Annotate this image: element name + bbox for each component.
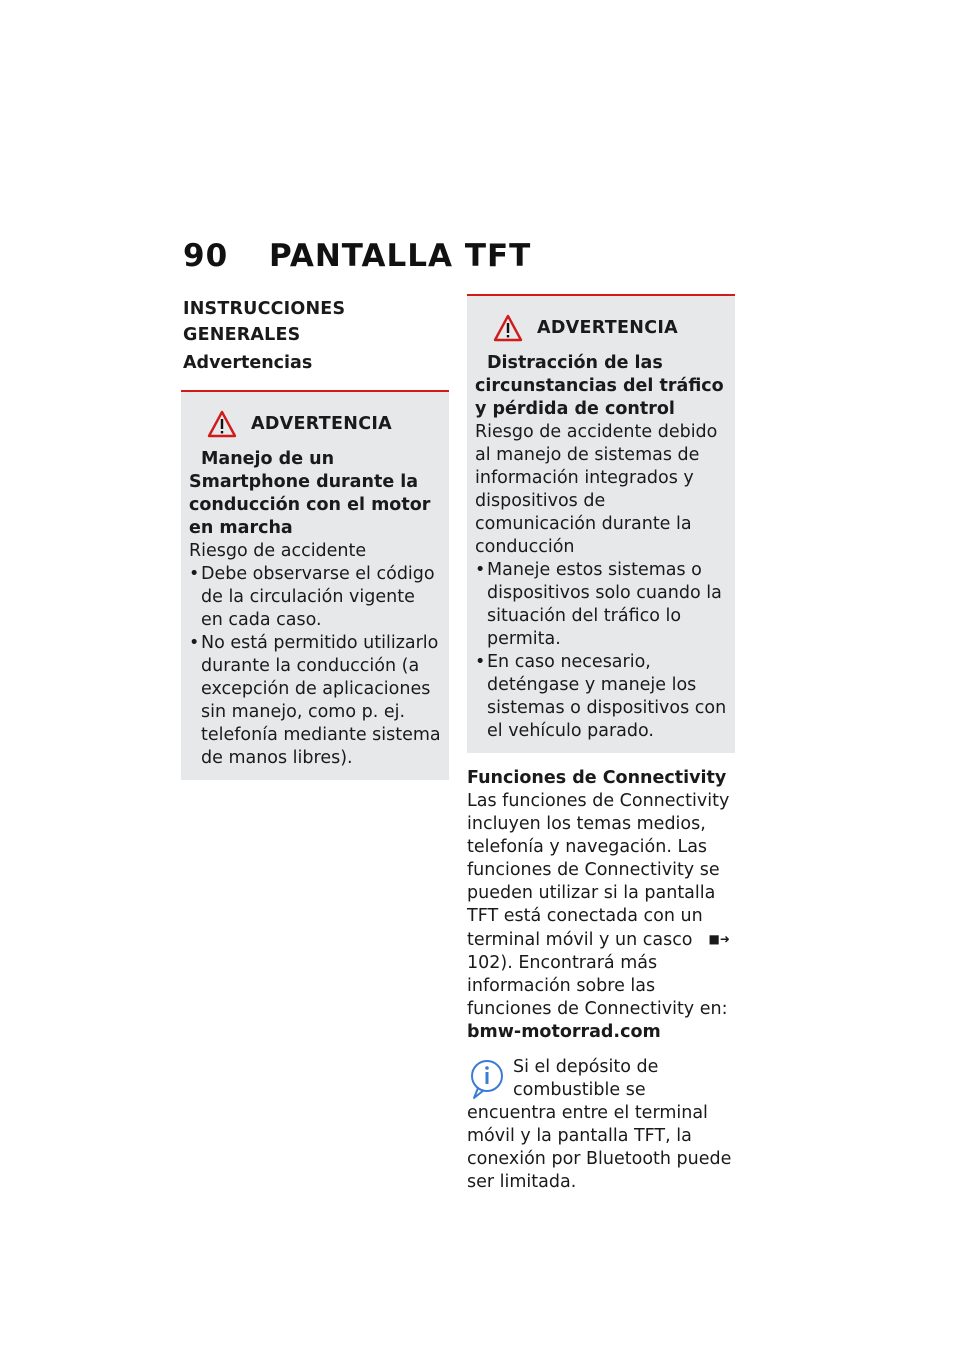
warning-bullets <box>189 563 441 770</box>
warning-risk: Riesgo de accidente debido al manejo de sistemas de información integrados y dispositivos de comunicación durante la conducción <box>475 422 718 557</box>
list-item: • Debe observarse el código de la circulación vigente en cada caso. <box>189 563 441 632</box>
warning-box-distraction <box>467 294 735 753</box>
warning-title: Distracción de las circunstancias del tráfico y pérdida de control <box>475 353 724 419</box>
info-note <box>467 1056 735 1194</box>
warning-triangle-icon <box>207 410 237 438</box>
section-title: INSTRUCCIONES GENERALES <box>183 299 346 345</box>
warning-triangle-icon <box>493 314 523 342</box>
warning-label: ADVERTENCIA <box>251 413 392 434</box>
page-header <box>183 238 531 274</box>
cross-reference-arrow-icon: ■➜ <box>708 932 730 946</box>
warning-risk: Riesgo de accidente <box>189 541 367 561</box>
info-icon <box>469 1058 505 1100</box>
connectivity-title: Funciones de Connectivity <box>467 768 727 788</box>
chapter-title: PANTALLA TFT <box>269 238 532 274</box>
subsection-title: Advertencias <box>183 353 313 373</box>
info-text: Si el depósito de combustible se encuentra entre el terminal móvil y la pantalla TFT, la conexión por Bluetooth puede ser limitada. <box>467 1057 732 1192</box>
left-column <box>181 296 449 780</box>
connectivity-text: Las funciones de Connectivity incluyen los temas medios, telefonía y navegación. Las funciones de Connectivity se pueden utilizar si la pantalla TFT está conectada con un terminal móvil y un casco ■➜102). Encontrará más información sobre las funciones de Connectivity en: bmw-motorrad.com <box>467 791 730 1042</box>
right-column <box>467 294 735 1194</box>
page-number: 90 <box>183 238 229 274</box>
website-link[interactable]: bmw-motorrad.com <box>467 1022 661 1042</box>
warning-title: Manejo de un Smartphone durante la conducción con el motor en marcha <box>189 449 431 538</box>
warning-header <box>493 314 727 342</box>
warning-label: ADVERTENCIA <box>537 317 678 338</box>
warning-bullets <box>475 559 727 743</box>
warning-box-smartphone <box>181 390 449 780</box>
list-item: • No está permitido utilizarlo durante la conducción (a excepción de aplicaciones sin manejo, como p. ej. telefonía mediante sistema de manos libres). <box>189 632 441 770</box>
list-item: • Maneje estos sistemas o dispositivos solo cuando la situación del tráfico lo permita. <box>475 559 727 651</box>
list-item: • En caso necesario, deténgase y maneje los sistemas o dispositivos con el vehículo parado. <box>475 651 727 743</box>
warning-header <box>207 410 441 438</box>
cross-reference-page[interactable]: 102). <box>467 953 513 973</box>
